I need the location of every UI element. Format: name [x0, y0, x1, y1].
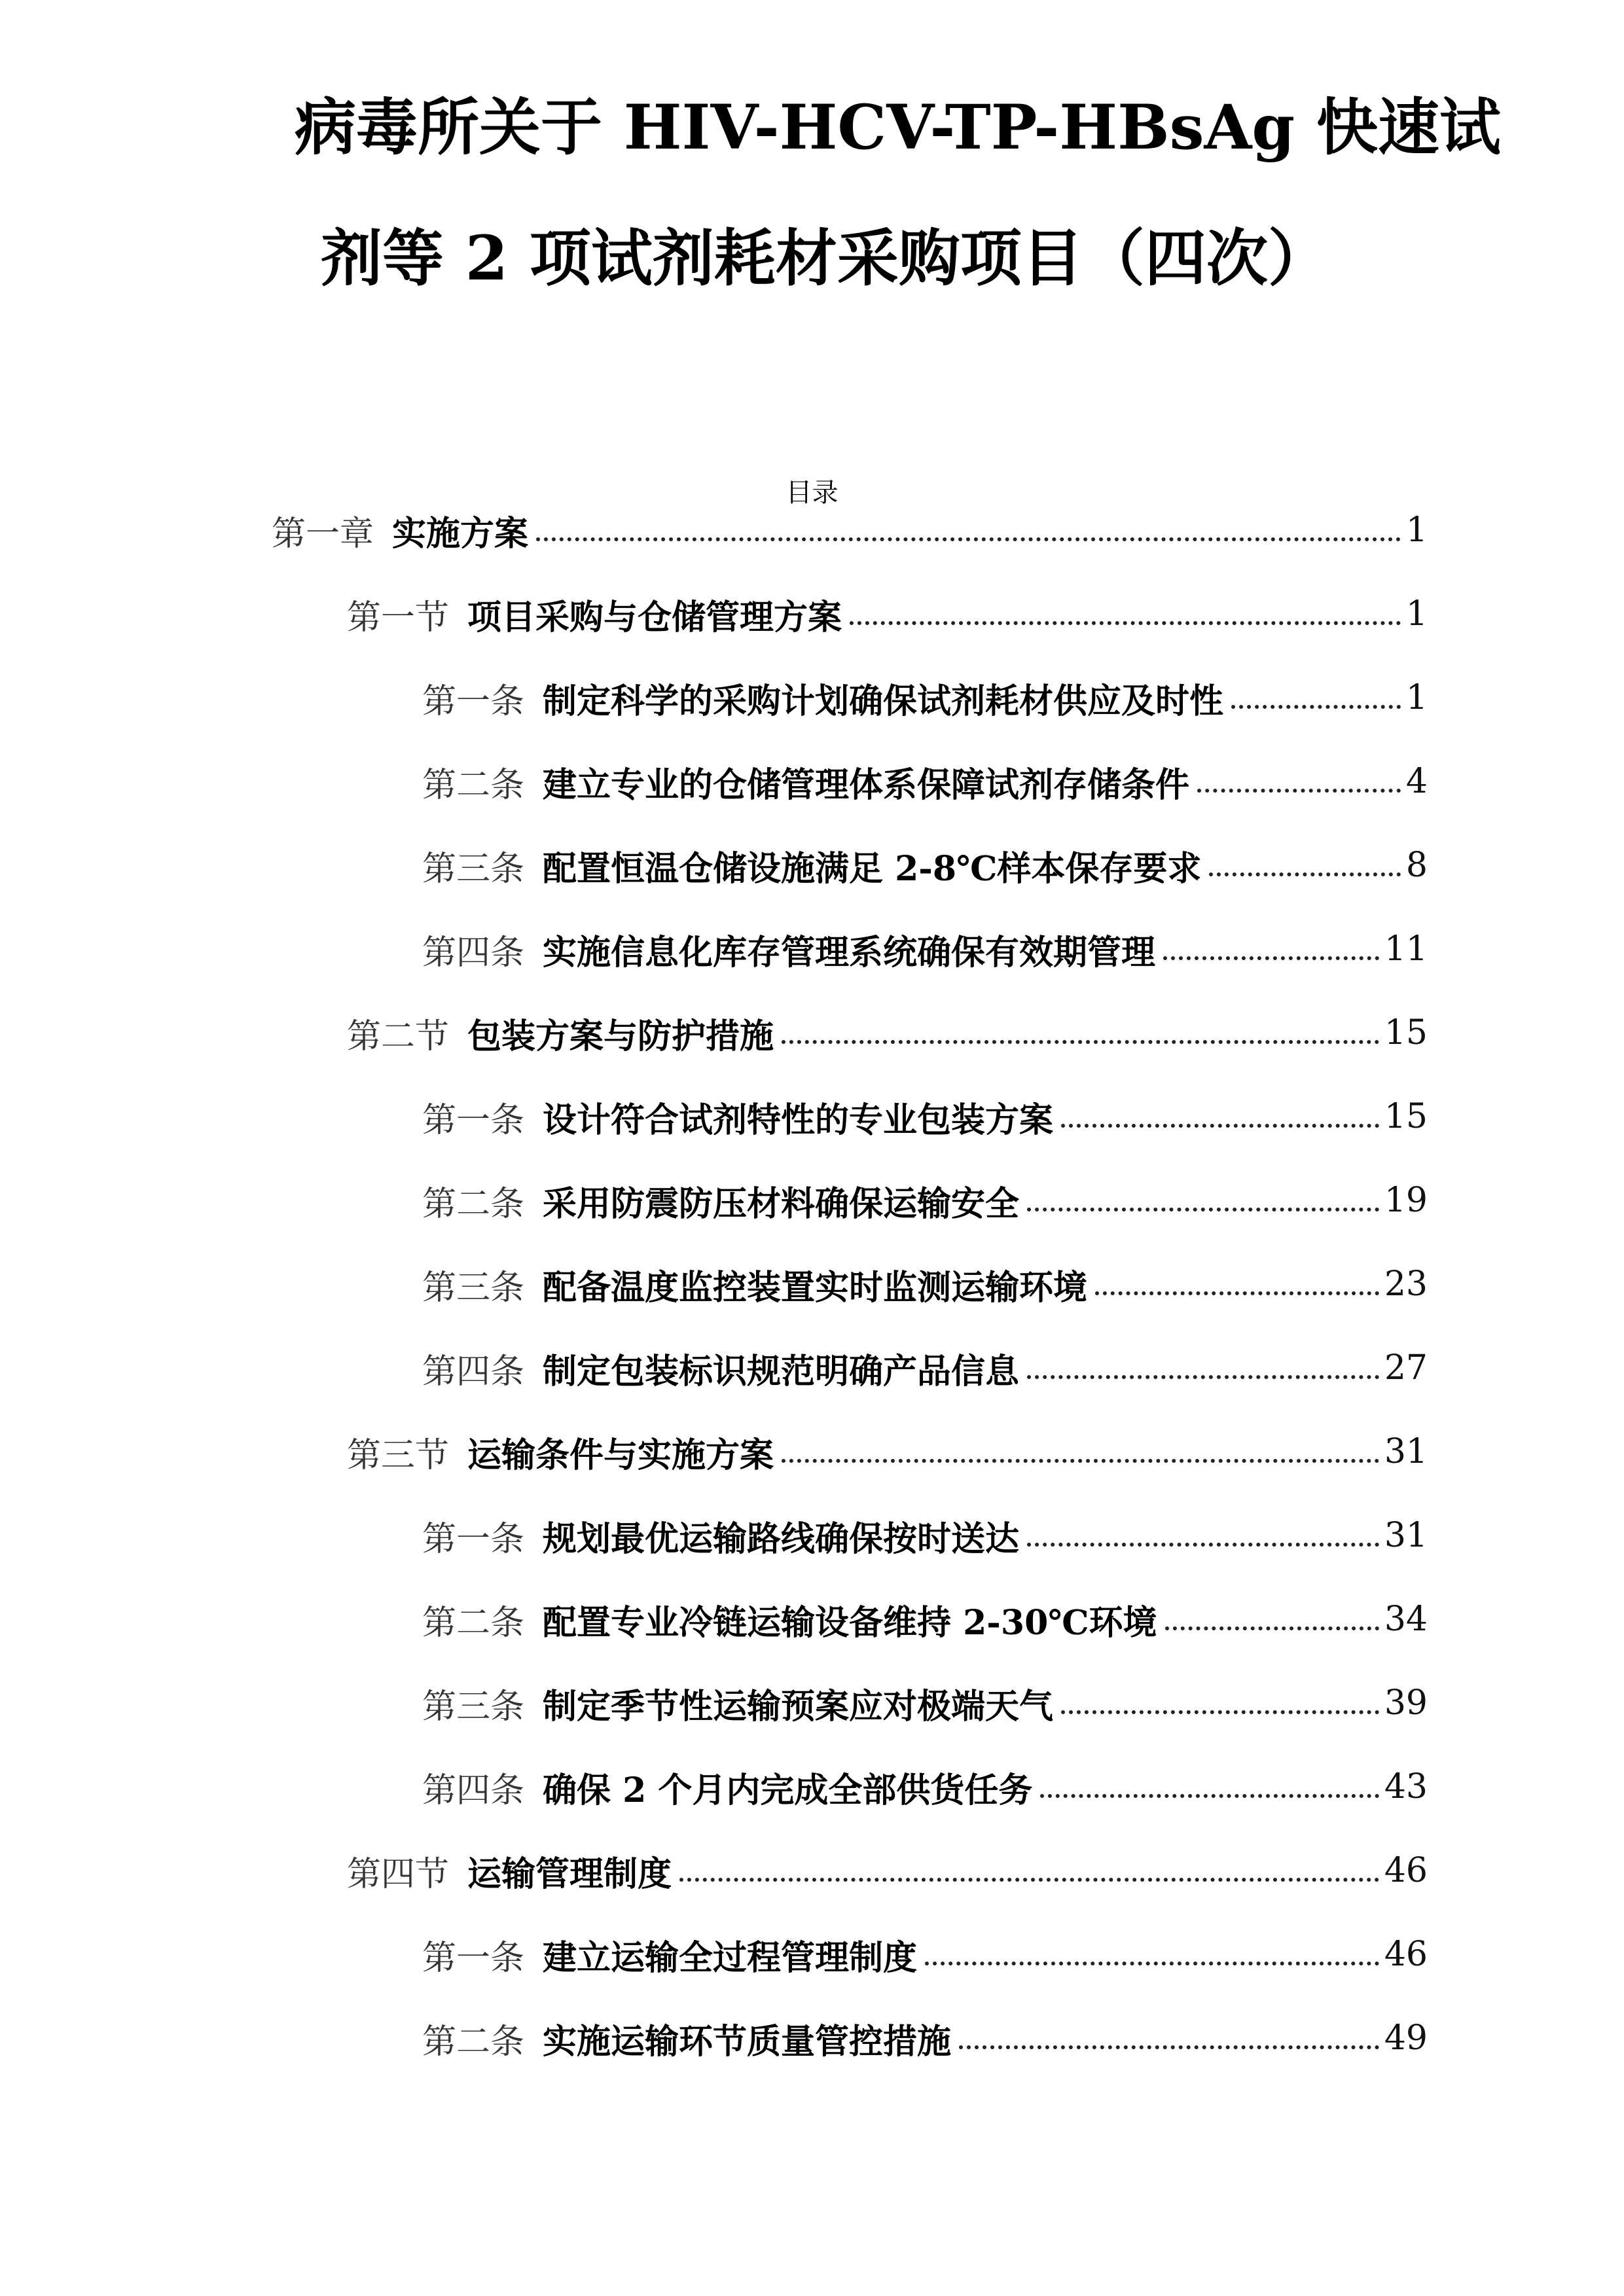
toc-entry-title: 采用防震防压材料确保运输安全: [543, 1183, 1020, 1224]
toc-entry-article[interactable]: [422, 1593, 1428, 1645]
toc-entry-section-1[interactable]: [347, 588, 1428, 640]
toc-dot-leader: [925, 1962, 1379, 1965]
toc-entry-title: 配置恒温仓储设施满足 2-8℃样本保存要求: [543, 848, 1202, 889]
toc-entry-article[interactable]: [422, 1509, 1428, 1562]
toc-entry-title: 制定包装标识规范明确产品信息: [543, 1351, 1020, 1391]
toc-entry-title: 制定季节性运输预案应对极端天气: [543, 1686, 1054, 1727]
toc-dot-leader: [1040, 1794, 1379, 1798]
toc-dot-leader: [536, 537, 1401, 541]
toc-dot-leader: [959, 2045, 1379, 2049]
toc-dot-leader: [782, 1459, 1379, 1463]
toc-dot-leader: [1027, 1375, 1379, 1379]
toc-entry-section-3[interactable]: [347, 1426, 1428, 1478]
toc-dot-leader: [850, 621, 1401, 625]
toc-entry-article[interactable]: [422, 1090, 1428, 1143]
toc-entry-page-number: 49: [1384, 2018, 1428, 2058]
toc-entry-chapter-1[interactable]: [272, 504, 1428, 556]
toc-entry-page-number: 19: [1384, 1181, 1428, 1220]
toc-entry-article[interactable]: [422, 1342, 1428, 1394]
toc-entry-page-number: 8: [1405, 846, 1428, 885]
toc-dot-leader: [1061, 1124, 1379, 1128]
toc-dot-leader: [782, 1040, 1379, 1044]
toc-entry-label: 第二条: [422, 1184, 525, 1224]
toc-entry-title: 项目采购与仓储管理方案: [467, 597, 842, 637]
toc-entry-section-4[interactable]: [347, 1844, 1428, 1897]
toc-entry-label: 第一节: [347, 598, 450, 637]
toc-entry-label: 第四条: [422, 1770, 525, 1810]
toc-entry-article[interactable]: [422, 1761, 1428, 1813]
toc-heading: 目录: [785, 478, 839, 508]
toc-entry-title: 制定科学的采购计划确保试剂耗材供应及时性: [543, 681, 1224, 721]
toc-dot-leader: [1163, 956, 1379, 960]
toc-entry-label: 第一条: [422, 681, 525, 721]
toc-entry-title: 规划最优运输路线确保按时送达: [543, 1518, 1020, 1559]
toc-entry-title: 实施信息化库存管理系统确保有效期管理: [543, 932, 1156, 973]
toc-entry-title: 设计符合试剂特性的专业包装方案: [543, 1100, 1054, 1140]
table-of-contents: [0, 504, 1624, 2108]
toc-entry-article[interactable]: [422, 1677, 1428, 1729]
toc-entry-label: 第三条: [422, 1268, 525, 1308]
toc-entry-title: 包装方案与防护措施: [467, 1016, 774, 1056]
toc-entry-page-number: 23: [1384, 1265, 1428, 1304]
toc-entry-label: 第一章: [272, 514, 374, 554]
toc-entry-title: 确保 2 个月内完成全部供货任务: [543, 1770, 1033, 1810]
toc-dot-leader: [1061, 1710, 1379, 1714]
toc-entry-article[interactable]: [422, 755, 1428, 808]
toc-entry-label: 第三节: [347, 1435, 450, 1475]
toc-entry-label: 第四条: [422, 933, 525, 973]
document-title-line-2: 剂等 2 项试剂耗材采购项目（四次）: [321, 223, 1329, 295]
toc-entry-article[interactable]: [422, 1174, 1428, 1227]
toc-entry-section-2[interactable]: [347, 1007, 1428, 1059]
toc-entry-page-number: 46: [1384, 1851, 1428, 1890]
toc-entry-page-number: 4: [1405, 762, 1428, 801]
toc-entry-title: 建立专业的仓储管理体系保障试剂存储条件: [543, 764, 1190, 805]
toc-entry-title: 实施运输环节质量管控措施: [543, 2021, 952, 2062]
toc-entry-page-number: 11: [1384, 929, 1428, 969]
toc-entry-page-number: 39: [1384, 1683, 1428, 1723]
toc-entry-article[interactable]: [422, 923, 1428, 975]
toc-entry-title: 运输条件与实施方案: [467, 1435, 774, 1475]
toc-entry-page-number: 27: [1384, 1348, 1428, 1388]
toc-entry-page-number: 1: [1405, 594, 1428, 634]
toc-entry-article[interactable]: [422, 672, 1428, 724]
toc-dot-leader: [1095, 1291, 1379, 1295]
toc-entry-page-number: 1: [1405, 678, 1428, 717]
toc-entry-title: 运输管理制度: [467, 1854, 672, 1894]
toc-entry-label: 第三条: [422, 1687, 525, 1727]
toc-dot-leader: [1231, 705, 1401, 709]
toc-entry-page-number: 15: [1384, 1013, 1428, 1052]
toc-entry-title: 配置专业冷链运输设备维持 2-30℃环境: [543, 1602, 1157, 1643]
toc-entry-page-number: 31: [1384, 1516, 1428, 1555]
toc-entry-article[interactable]: [422, 1258, 1428, 1310]
toc-dot-leader: [1209, 872, 1401, 876]
toc-entry-label: 第一条: [422, 1938, 525, 1978]
toc-entry-title: 建立运输全过程管理制度: [543, 1937, 918, 1978]
toc-entry-label: 第二条: [422, 2022, 525, 2062]
toc-entry-page-number: 31: [1384, 1432, 1428, 1471]
toc-entry-label: 第四节: [347, 1854, 450, 1894]
toc-entry-title: 配备温度监控装置实时监测运输环境: [543, 1267, 1088, 1308]
toc-dot-leader: [679, 1878, 1379, 1882]
toc-entry-title: 实施方案: [392, 513, 529, 554]
toc-entry-article[interactable]: [422, 839, 1428, 891]
toc-entry-label: 第四条: [422, 1352, 525, 1391]
toc-entry-label: 第二条: [422, 765, 525, 805]
toc-dot-leader: [1197, 789, 1401, 793]
toc-entry-label: 第二节: [347, 1016, 450, 1056]
toc-entry-label: 第三条: [422, 849, 525, 889]
toc-entry-label: 第二条: [422, 1603, 525, 1643]
toc-entry-label: 第一条: [422, 1519, 525, 1559]
toc-entry-article[interactable]: [422, 1928, 1428, 1981]
document-title-line-1: 病毒所关于 HIV-HCV-TP-HBsAg 快速试: [295, 92, 1501, 164]
toc-entry-page-number: 34: [1384, 1600, 1428, 1639]
toc-entry-page-number: 15: [1384, 1097, 1428, 1136]
toc-dot-leader: [1027, 1208, 1379, 1211]
toc-entry-article[interactable]: [422, 2012, 1428, 2064]
toc-entry-page-number: 46: [1384, 1935, 1428, 1974]
toc-entry-page-number: 43: [1384, 1767, 1428, 1806]
toc-dot-leader: [1027, 1543, 1379, 1547]
toc-entry-page-number: 1: [1405, 511, 1428, 550]
toc-entry-label: 第一条: [422, 1100, 525, 1140]
toc-dot-leader: [1165, 1626, 1379, 1630]
